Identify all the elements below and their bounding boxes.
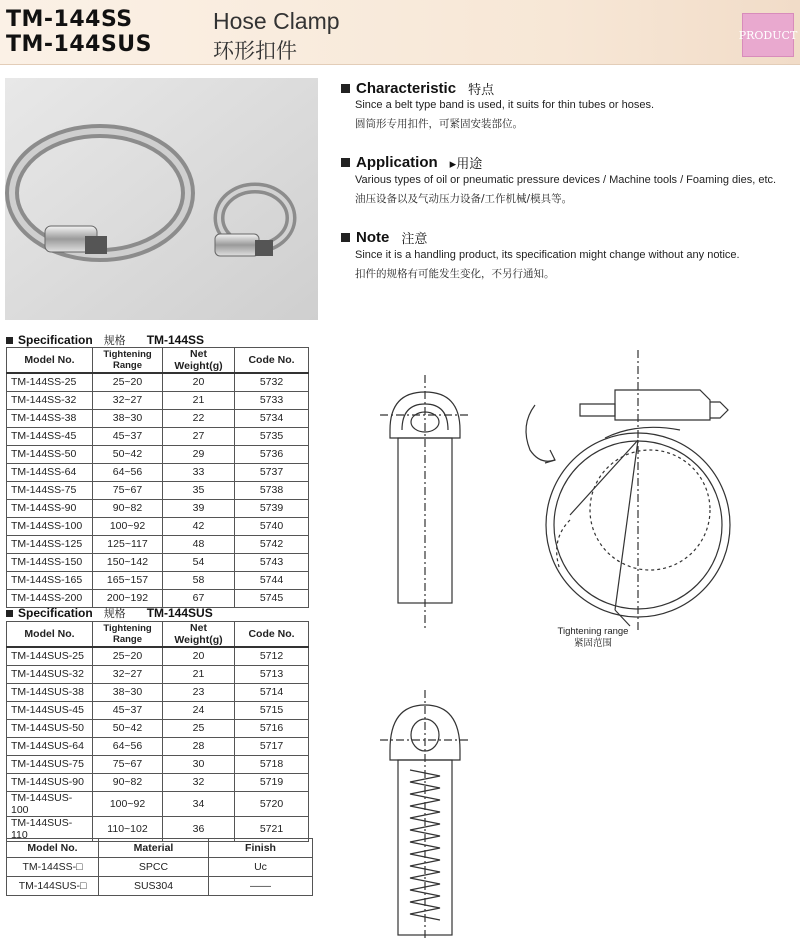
table-cell: 48 <box>163 535 235 553</box>
table-cell: 5714 <box>235 683 309 701</box>
table-row <box>7 481 309 499</box>
column-header: Model No. <box>7 839 99 858</box>
table-cell: 5736 <box>235 445 309 463</box>
table-cell: 25~20 <box>93 373 163 391</box>
table-cell: 165~157 <box>93 571 163 589</box>
table-cell: 5715 <box>235 701 309 719</box>
spec-sus-label-cn: 规格 <box>103 607 126 620</box>
table-cell: TM-144SUS-110 <box>7 816 93 841</box>
table-cell: 5743 <box>235 553 309 571</box>
table-cell: 200~192 <box>93 589 163 607</box>
table-row <box>7 647 309 665</box>
product-name-cn: 环形扣件 <box>213 39 297 63</box>
table-cell: 5735 <box>235 427 309 445</box>
table-cell: 45~37 <box>93 701 163 719</box>
table-cell: 5720 <box>235 791 309 816</box>
table-cell: 150~142 <box>93 553 163 571</box>
spec-ss-model: TM-144SS <box>146 333 205 347</box>
tightening-range-text-cn: 紧固范围 <box>573 638 612 649</box>
model-title-ss: TM-144SS <box>6 7 133 32</box>
table-cell: 5740 <box>235 517 309 535</box>
table-cell: 50~42 <box>93 719 163 737</box>
table-cell: TM-144SUS-38 <box>7 683 93 701</box>
table-cell: 64~56 <box>93 463 163 481</box>
table-cell: 110~102 <box>93 816 163 841</box>
spec-ss-label-cn: 规格 <box>103 334 126 347</box>
column-header: Net Weight(g) <box>163 622 235 648</box>
table-cell: 33 <box>163 463 235 481</box>
note-text-cn: 扣件的规格有可能发生变化，不另行通知。 <box>355 268 555 280</box>
table-cell: TM-144SS-50 <box>7 445 93 463</box>
table-cell: 5712 <box>235 647 309 665</box>
characteristic-text: Since a belt type band is used, it suits for thin tubes or hoses. <box>355 99 655 111</box>
table-row <box>7 877 313 896</box>
table-cell: 28 <box>163 737 235 755</box>
table-row <box>7 553 309 571</box>
table-row <box>7 409 309 427</box>
table-row <box>7 535 309 553</box>
table-cell: 5745 <box>235 589 309 607</box>
table-row <box>7 773 309 791</box>
column-header: Tightening Range <box>93 622 163 648</box>
front-view-diagram <box>526 350 730 630</box>
table-cell: 5717 <box>235 737 309 755</box>
table-cell: 25 <box>163 719 235 737</box>
column-header: Code No. <box>235 622 309 648</box>
table-cell: 5739 <box>235 499 309 517</box>
note-title: Note <box>356 229 390 246</box>
table-cell: 32~27 <box>93 391 163 409</box>
table-cell: 29 <box>163 445 235 463</box>
table-row <box>7 391 309 409</box>
table-cell: 27 <box>163 427 235 445</box>
table-cell: 100~92 <box>93 517 163 535</box>
model-title-sus: TM-144SUS <box>6 32 153 57</box>
column-header: Model No. <box>7 622 93 648</box>
spec-sus-table <box>6 621 309 842</box>
table-cell: —— <box>209 877 313 896</box>
column-header: Net Weight(g) <box>163 348 235 374</box>
table-cell: TM-144SS-32 <box>7 391 93 409</box>
table-cell: SUS304 <box>99 877 209 896</box>
table-cell: 5742 <box>235 535 309 553</box>
note-text: Since it is a handling product, its specification might change without any notice. <box>355 249 740 261</box>
table-cell: 64~56 <box>93 737 163 755</box>
table-cell: 75~67 <box>93 481 163 499</box>
table-cell: 36 <box>163 816 235 841</box>
bullet-square-icon <box>6 610 13 617</box>
characteristic-heading <box>341 79 494 98</box>
table-cell: 50~42 <box>93 445 163 463</box>
table-row <box>7 373 309 391</box>
side-view-diagram <box>380 375 470 630</box>
table-cell: 30 <box>163 755 235 773</box>
table-cell: 21 <box>163 665 235 683</box>
column-header: Finish <box>209 839 313 858</box>
table-cell: Uc <box>209 858 313 877</box>
material-table <box>6 838 313 896</box>
table-row <box>7 499 309 517</box>
table-cell: 75~67 <box>93 755 163 773</box>
table-cell: 21 <box>163 391 235 409</box>
table-cell: TM-144SS-25 <box>7 373 93 391</box>
table-cell: TM-144SUS-64 <box>7 737 93 755</box>
product-name: Hose Clamp <box>213 8 340 34</box>
bullet-square-icon <box>341 233 350 242</box>
spec-ss-table <box>6 347 309 608</box>
table-cell: TM-144SUS-25 <box>7 647 93 665</box>
table-row <box>7 858 313 877</box>
table-cell: 20 <box>163 647 235 665</box>
table-cell: 42 <box>163 517 235 535</box>
table-row <box>7 791 309 816</box>
note-title-cn: 注意 <box>401 232 428 247</box>
table-cell: 45~37 <box>93 427 163 445</box>
application-title: Application <box>356 154 438 171</box>
spec-ss-label: Specification <box>18 333 93 347</box>
table-cell: TM-144SUS-32 <box>7 665 93 683</box>
application-text: Various types of oil or pneumatic pressure devices / Machine tools / Foaming dies, etc. <box>355 174 777 186</box>
table-row <box>7 737 309 755</box>
table-cell: TM-144SS-75 <box>7 481 93 499</box>
table-cell: 39 <box>163 499 235 517</box>
table-row <box>7 665 309 683</box>
table-cell: 5733 <box>235 391 309 409</box>
spec-sus-label: Specification <box>18 606 93 620</box>
table-cell: SPCC <box>99 858 209 877</box>
tightening-range-label <box>553 626 633 650</box>
table-cell: TM-144SUS-90 <box>7 773 93 791</box>
table-cell: 38~30 <box>93 409 163 427</box>
table-cell: 5744 <box>235 571 309 589</box>
table-cell: 38~30 <box>93 683 163 701</box>
table-cell: 54 <box>163 553 235 571</box>
spec-ss-heading <box>6 332 204 348</box>
table-cell: 23 <box>163 683 235 701</box>
spec-sus-model: TM-144SUS <box>146 606 213 620</box>
table-cell: 5716 <box>235 719 309 737</box>
table-cell: TM-144SS-125 <box>7 535 93 553</box>
table-row <box>7 445 309 463</box>
product-badge: PRODUCT <box>742 13 794 57</box>
table-row <box>7 755 309 773</box>
table-row <box>7 571 309 589</box>
application-text-cn: 油压设备以及气动压力设备/工作机械/模具等。 <box>355 193 573 205</box>
table-cell: 5721 <box>235 816 309 841</box>
table-cell: TM-144SUS-50 <box>7 719 93 737</box>
table-cell: 5737 <box>235 463 309 481</box>
table-cell: TM-144SS-38 <box>7 409 93 427</box>
table-cell: 20 <box>163 373 235 391</box>
table-cell: 25~20 <box>93 647 163 665</box>
table-cell: 90~82 <box>93 499 163 517</box>
table-cell: TM-144SS-200 <box>7 589 93 607</box>
table-cell: 35 <box>163 481 235 499</box>
table-row <box>7 719 309 737</box>
title-band <box>0 0 800 65</box>
characteristic-text-cn: 圆筒形专用扣件，可紧固安装部位。 <box>355 118 523 130</box>
characteristic-title: Characteristic <box>356 80 457 97</box>
application-title-cn: ▸用途 <box>449 157 483 172</box>
table-cell: TM-144SUS-100 <box>7 791 93 816</box>
table-row <box>7 463 309 481</box>
table-cell: TM-144SUS-45 <box>7 701 93 719</box>
column-header: Model No. <box>7 348 93 374</box>
top-view-diagram <box>380 690 470 940</box>
table-cell: 90~82 <box>93 773 163 791</box>
table-cell: 100~92 <box>93 791 163 816</box>
column-header: Tightening Range <box>93 348 163 374</box>
spec-sus-heading <box>6 605 213 621</box>
table-cell: 125~117 <box>93 535 163 553</box>
bullet-square-icon <box>341 158 350 167</box>
characteristic-title-cn: 特点 <box>468 83 495 98</box>
tightening-range-text: Tightening range <box>557 626 629 637</box>
column-header: Code No. <box>235 348 309 374</box>
table-cell: 5732 <box>235 373 309 391</box>
table-cell: 5719 <box>235 773 309 791</box>
table-cell: TM-144SS-45 <box>7 427 93 445</box>
table-cell: TM-144SS-90 <box>7 499 93 517</box>
table-cell: TM-144SUS-□ <box>7 877 99 896</box>
table-cell: TM-144SS-100 <box>7 517 93 535</box>
table-row <box>7 701 309 719</box>
table-cell: TM-144SS-64 <box>7 463 93 481</box>
table-cell: 58 <box>163 571 235 589</box>
table-cell: TM-144SUS-75 <box>7 755 93 773</box>
table-row <box>7 517 309 535</box>
table-cell: 22 <box>163 409 235 427</box>
table-cell: 24 <box>163 701 235 719</box>
table-cell: 67 <box>163 589 235 607</box>
table-row <box>7 683 309 701</box>
table-cell: TM-144SS-165 <box>7 571 93 589</box>
table-cell: TM-144SS-150 <box>7 553 93 571</box>
table-cell: 5713 <box>235 665 309 683</box>
table-row <box>7 427 309 445</box>
table-cell: 5718 <box>235 755 309 773</box>
note-heading <box>341 228 427 247</box>
application-heading <box>341 153 482 172</box>
table-cell: 34 <box>163 791 235 816</box>
table-cell: 32~27 <box>93 665 163 683</box>
table-cell: TM-144SS-□ <box>7 858 99 877</box>
product-photo <box>5 78 318 320</box>
table-cell: 32 <box>163 773 235 791</box>
table-cell: 5734 <box>235 409 309 427</box>
bullet-square-icon <box>341 84 350 93</box>
table-cell: 5738 <box>235 481 309 499</box>
column-header: Material <box>99 839 209 858</box>
bullet-square-icon <box>6 337 13 344</box>
